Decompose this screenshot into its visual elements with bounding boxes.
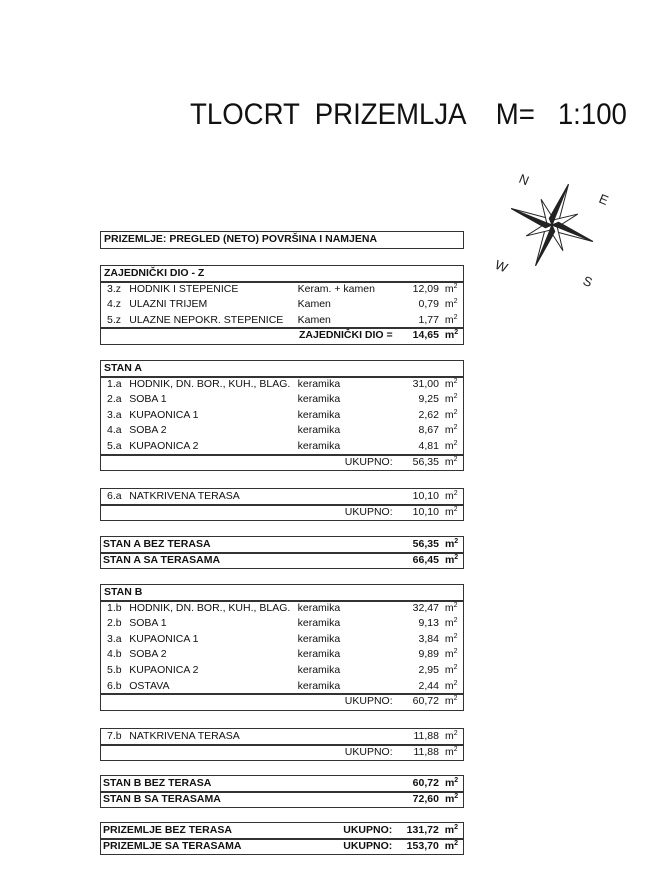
zajednicki-total-value: 14,65 xyxy=(412,329,439,342)
terrace-total-label: UKUPNO: xyxy=(344,505,393,518)
room-area: 2,95 xyxy=(418,663,439,676)
terrace-total-value: 10,10 xyxy=(412,505,439,518)
room-area: 1,77 xyxy=(418,313,439,326)
room-number: 3.a xyxy=(107,632,122,645)
stan-b-sa-label: STAN B SA TERASAMA xyxy=(103,792,221,805)
room-number: 4.z xyxy=(107,298,122,311)
stan-a-sa-label: STAN A SA TERASAMA xyxy=(103,553,221,566)
room-name: HODNIK, DN. BOR., KUH., BLAG. xyxy=(129,601,291,614)
stan-b-total-row xyxy=(101,694,463,710)
room-area: 2,62 xyxy=(418,408,439,421)
prizemlje-bez-row xyxy=(101,823,463,839)
unit-label: $m^2$ xyxy=(444,839,459,852)
unit-label: $m^2$ xyxy=(444,455,458,468)
room-area: 8,67 xyxy=(418,424,439,437)
unit-label: $m^2$ xyxy=(444,777,459,789)
prizemlje-sa-value: 153,70 xyxy=(406,839,439,852)
room-material: Keram. + kamen xyxy=(297,282,375,295)
table-row xyxy=(101,439,463,455)
table-row xyxy=(101,616,463,632)
stan-b-table xyxy=(101,585,463,710)
stan-b-total-value: 60,72 xyxy=(412,695,439,708)
room-material: Kamen xyxy=(297,313,331,326)
overview-header-table xyxy=(101,232,463,248)
stan-b-summary-table xyxy=(101,776,463,807)
compass-rose-icon xyxy=(490,170,620,290)
room-material: keramika xyxy=(297,393,341,406)
stan-a-total-label: UKUPNO: xyxy=(344,455,393,468)
table-row xyxy=(101,282,463,298)
table-row xyxy=(101,632,463,648)
room-number: 5.z xyxy=(107,313,122,326)
zajednicki-header: ZAJEDNIČKI DIO - Z xyxy=(104,267,205,279)
unit-label: $m^2$ xyxy=(444,439,458,452)
stan-a-terrace-total-row xyxy=(101,505,463,521)
room-area: 9,25 xyxy=(418,393,439,406)
zajednicki-total-row xyxy=(101,328,463,344)
table-row xyxy=(101,601,463,617)
room-material: keramika xyxy=(297,424,341,437)
stan-b-terrace-total-row xyxy=(101,745,463,761)
unit-label: $m^2$ xyxy=(444,745,458,758)
room-name: SOBA 2 xyxy=(129,648,167,661)
room-name: KUPAONICA 1 xyxy=(129,408,199,421)
room-name: OSTAVA xyxy=(129,679,170,692)
room-area: 31,00 xyxy=(412,377,439,390)
stan-a-sa-value: 66,45 xyxy=(412,553,439,566)
room-area: 9,89 xyxy=(418,648,439,661)
room-material: keramika xyxy=(297,408,341,421)
unit-label: $m^2$ xyxy=(444,282,458,295)
room-material: keramika xyxy=(297,632,341,645)
terrace-total-value: 11,88 xyxy=(413,745,439,758)
stan-b-sa-value: 72,60 xyxy=(412,792,439,805)
zajednicki-table xyxy=(101,266,463,344)
room-material: keramika xyxy=(297,439,341,452)
terrace-num: 6.a xyxy=(107,490,122,502)
unit-label: $m^2$ xyxy=(444,663,458,676)
compass-s-label: S xyxy=(580,272,595,290)
prizemlje-bez-label: PRIZEMLJE BEZ TERASA xyxy=(103,824,232,836)
table-row xyxy=(101,377,463,393)
stan-a-bez-value: 56,35 xyxy=(412,538,439,550)
unit-label: $m^2$ xyxy=(444,617,458,630)
stan-b-terrace-table xyxy=(101,729,463,760)
stan-b-sa-row xyxy=(101,792,463,808)
stan-a-terrace-row xyxy=(101,489,463,505)
room-material: keramika xyxy=(297,679,341,692)
table-row xyxy=(101,663,463,679)
prizemlje-bez-value: 131,72 xyxy=(406,824,439,836)
compass-n-label: N xyxy=(516,170,532,189)
unit-label: $m^2$ xyxy=(444,298,458,311)
unit-label: $m^2$ xyxy=(444,377,458,390)
stan-b-bez-label: STAN B BEZ TERASA xyxy=(103,777,212,789)
prizemlje-summary-table xyxy=(101,823,463,854)
room-number: 1.a xyxy=(107,377,122,390)
terrace-area: 10,10 xyxy=(412,490,439,502)
table-row xyxy=(101,313,463,329)
unit-label: $m^2$ xyxy=(444,632,458,645)
zajednicki-total-label: ZAJEDNIČKI DIO = xyxy=(298,329,393,342)
room-area: 3,84 xyxy=(418,632,439,645)
room-number: 5.a xyxy=(107,439,122,452)
room-name: KUPAONICA 2 xyxy=(129,439,199,452)
unit-label: $m^2$ xyxy=(444,505,458,518)
room-name: KUPAONICA 1 xyxy=(129,632,199,645)
unit-label: $m^2$ xyxy=(444,313,458,326)
unit-label: $m^2$ xyxy=(444,824,459,836)
compass-w-label: W xyxy=(492,256,510,276)
room-area: 2,44 xyxy=(418,679,439,692)
stan-a-bez-row xyxy=(101,537,463,553)
stan-b-bez-row xyxy=(101,776,463,792)
stan-a-total-value: 56,35 xyxy=(412,455,439,468)
stan-b-terrace-row xyxy=(101,729,463,745)
stan-b-bez-value: 60,72 xyxy=(412,777,439,789)
room-number: 5.b xyxy=(107,663,122,676)
terrace-num: 7.b xyxy=(107,730,122,742)
unit-label: $m^2$ xyxy=(444,538,459,550)
room-name: KUPAONICA 2 xyxy=(129,663,199,676)
stan-a-total-row xyxy=(101,455,463,471)
unit-label: $m^2$ xyxy=(444,648,458,661)
overview-header: PRIZEMLJE: PREGLED (NETO) POVRŠINA I NAMJENA xyxy=(104,233,378,245)
stan-b-total-label: UKUPNO: xyxy=(344,695,393,708)
room-name: SOBA 1 xyxy=(129,393,167,406)
prizemlje-sa-row xyxy=(101,839,463,855)
room-area: 9,13 xyxy=(418,617,439,630)
table-row xyxy=(101,423,463,439)
table-row xyxy=(101,408,463,424)
room-material: keramika xyxy=(297,648,341,661)
room-name: HODNIK I STEPENICE xyxy=(129,282,239,295)
unit-label: $m^2$ xyxy=(444,695,458,708)
room-area: 32,47 xyxy=(412,601,439,614)
stan-b-header: STAN B xyxy=(104,586,143,598)
stan-a-terrace-table xyxy=(101,489,463,520)
room-number: 3.z xyxy=(107,282,122,295)
room-number: 2.a xyxy=(107,393,122,406)
unit-label: $m^2$ xyxy=(444,601,458,614)
room-number: 1.b xyxy=(107,601,122,614)
room-number: 6.b xyxy=(107,679,122,692)
room-name: HODNIK, DN. BOR., KUH., BLAG. xyxy=(129,377,291,390)
unit-label: $m^2$ xyxy=(444,792,459,805)
unit-label: $m^2$ xyxy=(444,730,458,742)
table-row xyxy=(101,392,463,408)
unit-label: $m^2$ xyxy=(444,553,459,566)
room-name: SOBA 1 xyxy=(129,617,167,630)
table-row xyxy=(101,647,463,663)
page-title: TLOCRT PRIZEMLJA M= 1:100 xyxy=(190,98,627,131)
prizemlje-ukupno-label: UKUPNO: xyxy=(343,839,393,852)
room-number: 4.a xyxy=(107,424,122,437)
stan-a-bez-label: STAN A BEZ TERASA xyxy=(103,538,211,550)
room-name: ULAZNI TRIJEM xyxy=(129,298,208,311)
unit-label: $m^2$ xyxy=(444,329,459,342)
unit-label: $m^2$ xyxy=(444,408,458,421)
room-material: keramika xyxy=(297,617,341,630)
room-area: 0,79 xyxy=(418,298,439,311)
terrace-name: NATKRIVENA TERASA xyxy=(129,730,240,742)
room-area: 4,81 xyxy=(418,439,439,452)
unit-label: $m^2$ xyxy=(444,679,458,692)
unit-label: $m^2$ xyxy=(444,393,458,406)
terrace-area: 11,88 xyxy=(413,730,439,742)
room-material: keramika xyxy=(297,601,341,614)
room-name: SOBA 2 xyxy=(129,424,167,437)
prizemlje-ukupno-label: UKUPNO: xyxy=(343,824,393,836)
room-area: 12,09 xyxy=(412,282,439,295)
room-name: ULAZNE NEPOKR. STEPENICE xyxy=(129,313,284,326)
unit-label: $m^2$ xyxy=(444,424,458,437)
table-row xyxy=(101,297,463,313)
prizemlje-sa-label: PRIZEMLJE SA TERASAMA xyxy=(103,839,242,852)
room-number: 4.b xyxy=(107,648,122,661)
compass-e-label: E xyxy=(596,190,611,209)
terrace-total-label: UKUPNO: xyxy=(344,745,393,758)
room-material: keramika xyxy=(297,663,341,676)
stan-a-table xyxy=(101,361,463,470)
stan-a-header: STAN A xyxy=(104,362,142,374)
table-row xyxy=(101,679,463,695)
terrace-name: NATKRIVENA TERASA xyxy=(129,490,240,502)
stan-a-sa-row xyxy=(101,553,463,569)
room-number: 3.a xyxy=(107,408,122,421)
stan-a-summary-table xyxy=(101,537,463,568)
room-number: 2.b xyxy=(107,617,122,630)
unit-label: $m^2$ xyxy=(444,490,458,502)
room-material: Kamen xyxy=(297,298,331,311)
room-material: keramika xyxy=(297,377,341,390)
